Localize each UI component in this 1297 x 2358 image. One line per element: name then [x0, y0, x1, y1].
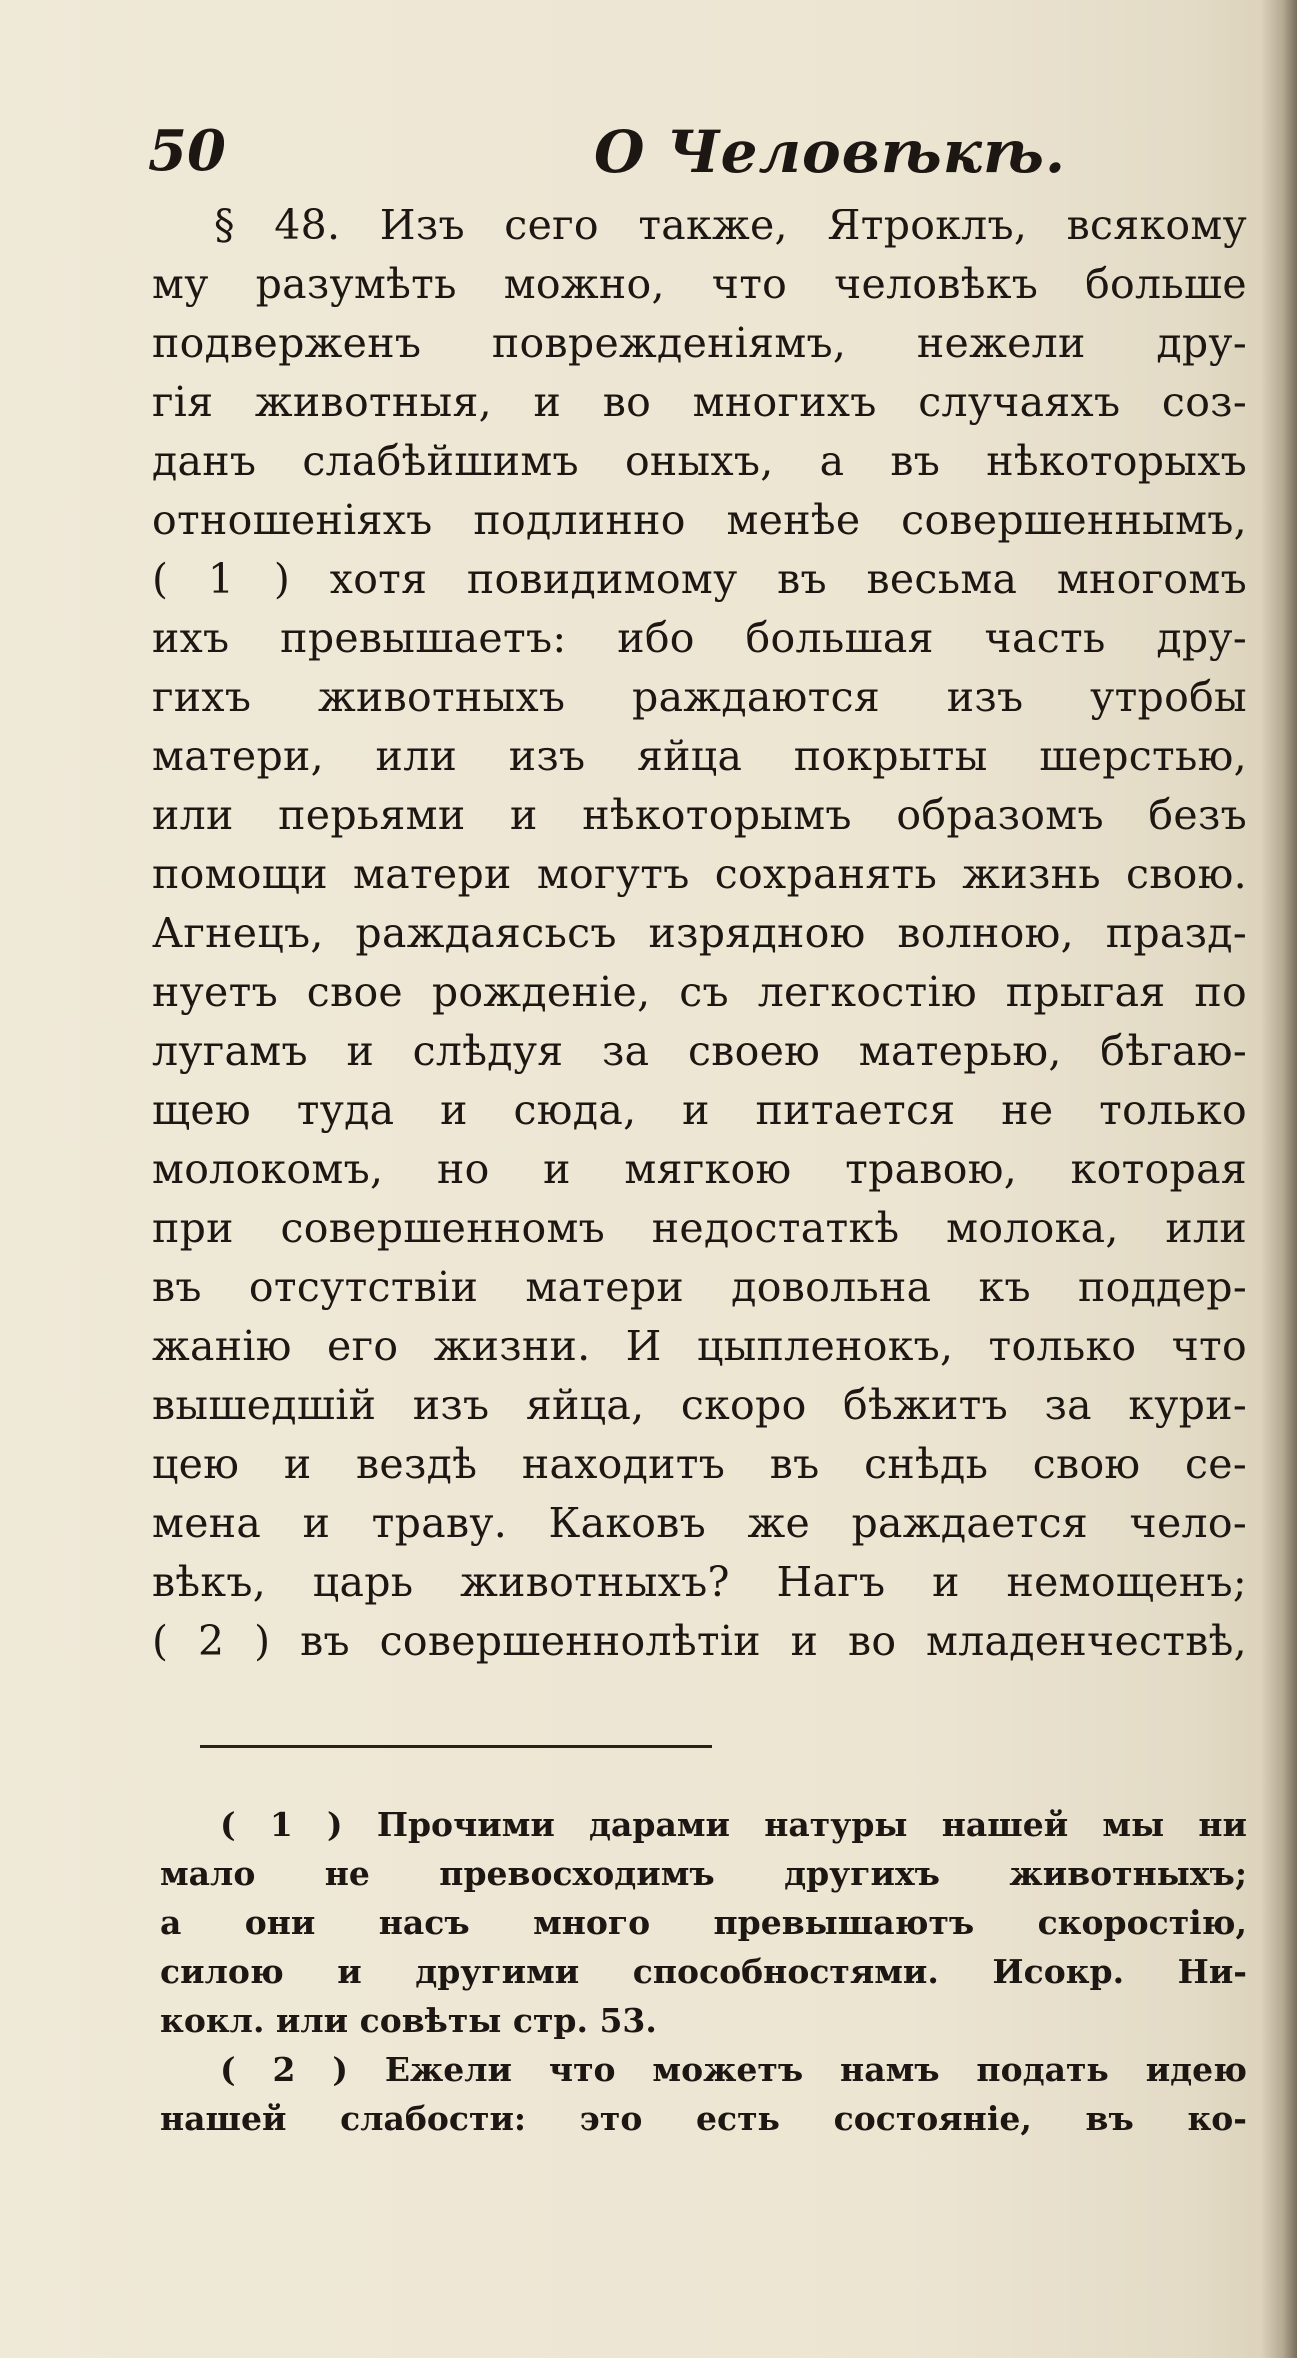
footnote-line: а они насъ много превышаютъ скоростію,: [160, 1903, 1247, 1942]
footnote-divider: [200, 1745, 712, 1748]
text-line: му разумѣть можно, что человѣкъ больше: [152, 260, 1247, 308]
text-line: ( 2 ) въ совершеннолѣтіи и во младенчествѣ,: [152, 1617, 1247, 1665]
text-line: вышедшій изъ яйца, скоро бѣжитъ за кури-: [152, 1381, 1247, 1429]
text-line: данъ слабѣйшимъ оныхъ, а въ нѣкоторыхъ: [152, 437, 1247, 485]
text-line: ихъ превышаетъ: ибо большая часть дру-: [152, 614, 1247, 662]
footnotes: [160, 1800, 1247, 2143]
text-line: ( 1 ) хотя повидимому въ весьма многомъ: [152, 555, 1247, 603]
page-number: 50: [148, 118, 226, 184]
text-line: жанію его жизни. И цыпленокъ, только что: [152, 1322, 1247, 1370]
text-line: подверженъ поврежденіямъ, нежели дру-: [152, 319, 1247, 367]
text-line: мена и траву. Каковъ же раждается чело-: [152, 1499, 1247, 1547]
running-head: О Человѣкѣ.: [594, 118, 1067, 186]
text-line: § 48. Изъ сего также, Ятроклъ, всякому: [214, 201, 1247, 249]
body-text: [152, 196, 1247, 1671]
footnote-line: мало не превосходимъ другихъ животныхъ;: [160, 1854, 1247, 1893]
footnote-line: кокл. или совѣты стр. 53.: [160, 2001, 657, 2040]
page-edge-shadow: [1261, 0, 1297, 2358]
text-line: цею и вездѣ находитъ въ снѣдь свою се-: [152, 1440, 1247, 1488]
footnote-line: силою и другими способностями. Исокр. Ни-: [160, 1952, 1247, 1991]
text-line: матери, или изъ яйца покрыты шерстью,: [152, 732, 1247, 780]
text-line: помощи матери могутъ сохранять жизнь свою.: [152, 850, 1247, 898]
footnote-line: нашей слабости: это есть состояніе, въ ко-: [160, 2099, 1247, 2138]
text-line: при совершенномъ недостаткѣ молока, или: [152, 1204, 1247, 1252]
text-line: щею туда и сюда, и питается не только: [152, 1086, 1247, 1134]
text-line: гихъ животныхъ раждаются изъ утробы: [152, 673, 1247, 721]
text-line: въ отсутствіи матери довольна къ поддер-: [152, 1263, 1247, 1311]
text-line: гія животныя, и во многихъ случаяхъ соз-: [152, 378, 1247, 426]
text-line: молокомъ, но и мягкою травою, которая: [152, 1145, 1247, 1193]
footnote-line: ( 1 ) Прочими дарами натуры нашей мы ни: [220, 1805, 1247, 1844]
text-line: лугамъ и слѣдуя за своею матерью, бѣгаю-: [152, 1027, 1247, 1075]
page-header: [148, 118, 1248, 198]
text-line: нуетъ свое рожденіе, съ легкостію прыгая по: [152, 968, 1247, 1016]
text-line: вѣкъ, царь животныхъ? Нагъ и немощенъ;: [152, 1558, 1247, 1606]
text-line: отношеніяхъ подлинно менѣе совершеннымъ,: [152, 496, 1247, 544]
text-line: или перьями и нѣкоторымъ образомъ безъ: [152, 791, 1247, 839]
text-line: Агнецъ, раждаясьсъ изрядною волною, празд-: [152, 909, 1247, 957]
footnote-line: ( 2 ) Ежели что можетъ намъ подать идею: [220, 2050, 1247, 2089]
